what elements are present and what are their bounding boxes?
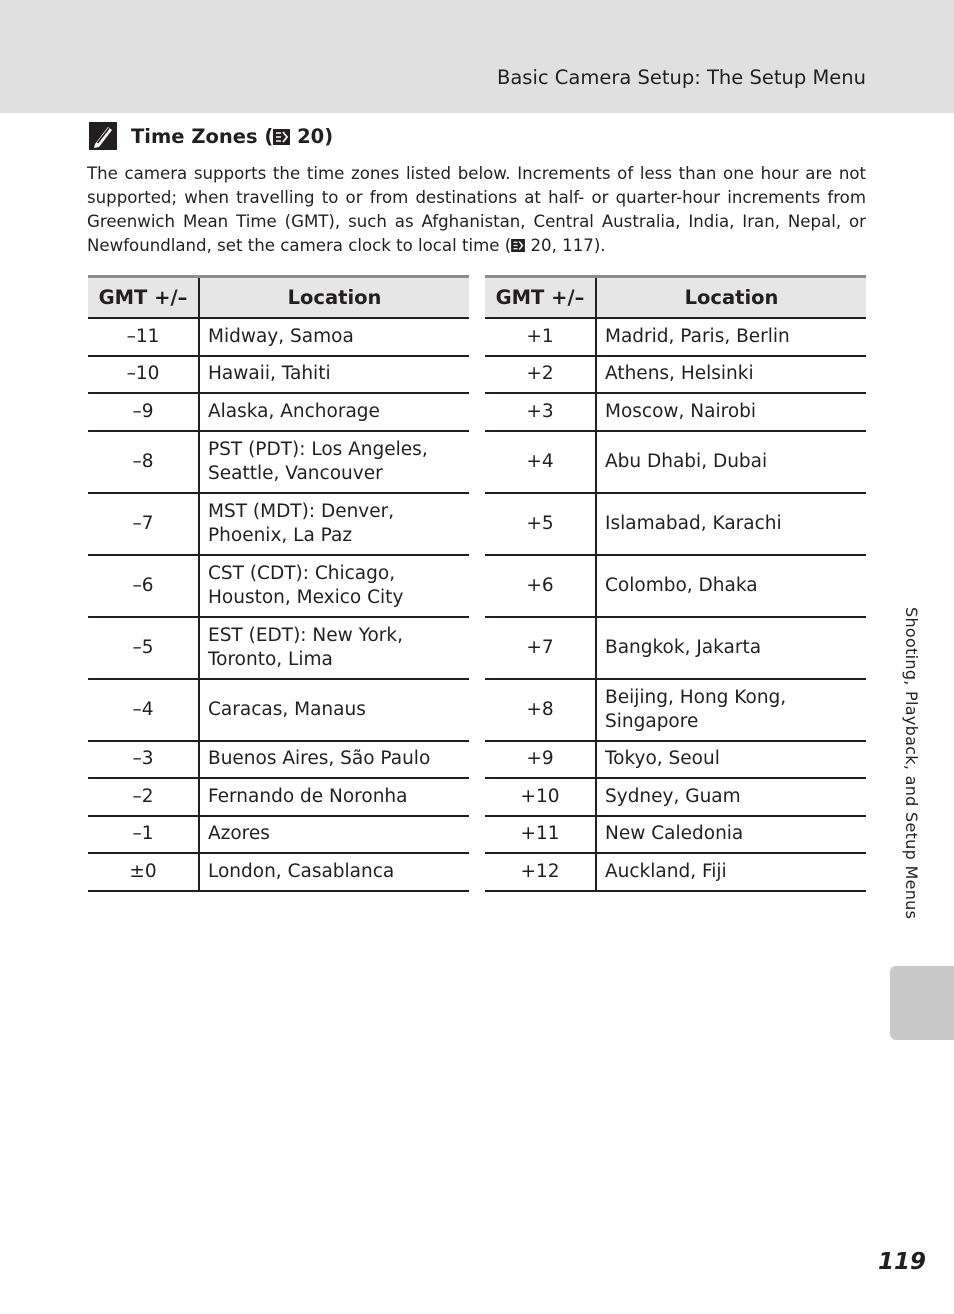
gmt-offset-cell: –5 xyxy=(88,617,199,679)
table-row xyxy=(88,679,469,741)
gmt-offset-header: GMT +/– xyxy=(485,277,596,319)
table-row xyxy=(485,318,866,356)
gmt-offset-cell: +3 xyxy=(485,393,596,431)
intro-paragraph xyxy=(87,162,866,258)
table-row xyxy=(88,356,469,394)
note-pencil-icon xyxy=(88,121,118,151)
table-row xyxy=(485,741,866,779)
table-row xyxy=(485,356,866,394)
location-cell: Alaska, Anchorage xyxy=(199,393,469,431)
location-cell: Athens, Helsinki xyxy=(596,356,866,394)
table-row xyxy=(485,778,866,816)
gmt-offset-cell: +12 xyxy=(485,853,596,891)
gmt-offset-cell: –8 xyxy=(88,431,199,493)
location-cell: Azores xyxy=(199,816,469,854)
gmt-offset-cell: –10 xyxy=(88,356,199,394)
table-row xyxy=(88,555,469,617)
table-row xyxy=(88,741,469,779)
location-cell: Sydney, Guam xyxy=(596,778,866,816)
chapter-tab xyxy=(890,966,954,1040)
gmt-offset-cell: +7 xyxy=(485,617,596,679)
gmt-offset-cell: –2 xyxy=(88,778,199,816)
gmt-offset-cell: –4 xyxy=(88,679,199,741)
gmt-offset-cell: +1 xyxy=(485,318,596,356)
gmt-offset-cell: ±0 xyxy=(88,853,199,891)
location-header: Location xyxy=(596,277,866,319)
location-header: Location xyxy=(199,277,469,319)
table-row xyxy=(485,853,866,891)
table-row xyxy=(485,679,866,741)
location-cell: Buenos Aires, São Paulo xyxy=(199,741,469,779)
chapter-side-label: Shooting, Playback, and Setup Menus xyxy=(902,607,921,920)
table-row xyxy=(88,853,469,891)
table-row xyxy=(485,617,866,679)
intro-text: The camera supports the time zones listed below. Increments of less than one hour are not supported; when travelling to or from destinations at half- or quarter-hour increments from Greenwich Mean Time (GMT), such as Afghanistan, Central Australia, India, Iran, Nepal, or Newfoundland, set the camera clock to local time ( xyxy=(87,164,866,255)
section-title-text: Time Zones ( xyxy=(131,125,274,148)
location-cell: London, Casablanca xyxy=(199,853,469,891)
location-cell: Auckland, Fiji xyxy=(596,853,866,891)
page-number: 119 xyxy=(877,1249,926,1275)
location-cell: Hawaii, Tahiti xyxy=(199,356,469,394)
location-cell: Caracas, Manaus xyxy=(199,679,469,741)
gmt-offset-cell: +4 xyxy=(485,431,596,493)
gmt-offset-cell: –7 xyxy=(88,493,199,555)
time-zone-table-west xyxy=(88,275,469,892)
table-row xyxy=(88,431,469,493)
table-row xyxy=(88,493,469,555)
reference-icon xyxy=(511,239,525,252)
intro-ref-pages: 20, 117). xyxy=(525,235,606,255)
page-header-title: Basic Camera Setup: The Setup Menu xyxy=(496,66,866,89)
location-cell: Madrid, Paris, Berlin xyxy=(596,318,866,356)
gmt-offset-cell: +2 xyxy=(485,356,596,394)
gmt-offset-cell: +9 xyxy=(485,741,596,779)
location-cell: MST (MDT): Denver, Phoenix, La Paz xyxy=(199,493,469,555)
gmt-offset-cell: +5 xyxy=(485,493,596,555)
location-cell: Fernando de Noronha xyxy=(199,778,469,816)
location-cell: New Caledonia xyxy=(596,816,866,854)
reference-icon xyxy=(273,129,290,145)
location-cell: EST (EDT): New York, Toronto, Lima xyxy=(199,617,469,679)
table-header-row xyxy=(88,277,469,319)
header-band xyxy=(0,0,954,113)
location-cell: Beijing, Hong Kong, Singapore xyxy=(596,679,866,741)
gmt-offset-header: GMT +/– xyxy=(88,277,199,319)
table-row xyxy=(88,778,469,816)
location-cell: PST (PDT): Los Angeles, Seattle, Vancouver xyxy=(199,431,469,493)
location-cell: Midway, Samoa xyxy=(199,318,469,356)
location-cell: Moscow, Nairobi xyxy=(596,393,866,431)
gmt-offset-cell: +8 xyxy=(485,679,596,741)
gmt-offset-cell: –11 xyxy=(88,318,199,356)
gmt-offset-cell: +6 xyxy=(485,555,596,617)
table-row xyxy=(88,393,469,431)
location-cell: Colombo, Dhaka xyxy=(596,555,866,617)
location-cell: Bangkok, Jakarta xyxy=(596,617,866,679)
table-row xyxy=(485,431,866,493)
time-zone-table-east xyxy=(485,275,866,892)
table-row xyxy=(88,816,469,854)
table-header-row xyxy=(485,277,866,319)
location-cell: Tokyo, Seoul xyxy=(596,741,866,779)
section-title xyxy=(131,125,333,148)
gmt-offset-cell: –1 xyxy=(88,816,199,854)
table-row xyxy=(88,617,469,679)
location-cell: Abu Dhabi, Dubai xyxy=(596,431,866,493)
section-title-page: 20) xyxy=(290,125,334,148)
table-row xyxy=(485,393,866,431)
gmt-offset-cell: +10 xyxy=(485,778,596,816)
gmt-offset-cell: +11 xyxy=(485,816,596,854)
gmt-offset-cell: –9 xyxy=(88,393,199,431)
table-row xyxy=(485,493,866,555)
gmt-offset-cell: –3 xyxy=(88,741,199,779)
location-cell: CST (CDT): Chicago, Houston, Mexico City xyxy=(199,555,469,617)
table-row xyxy=(485,816,866,854)
table-row xyxy=(485,555,866,617)
location-cell: Islamabad, Karachi xyxy=(596,493,866,555)
table-row xyxy=(88,318,469,356)
gmt-offset-cell: –6 xyxy=(88,555,199,617)
